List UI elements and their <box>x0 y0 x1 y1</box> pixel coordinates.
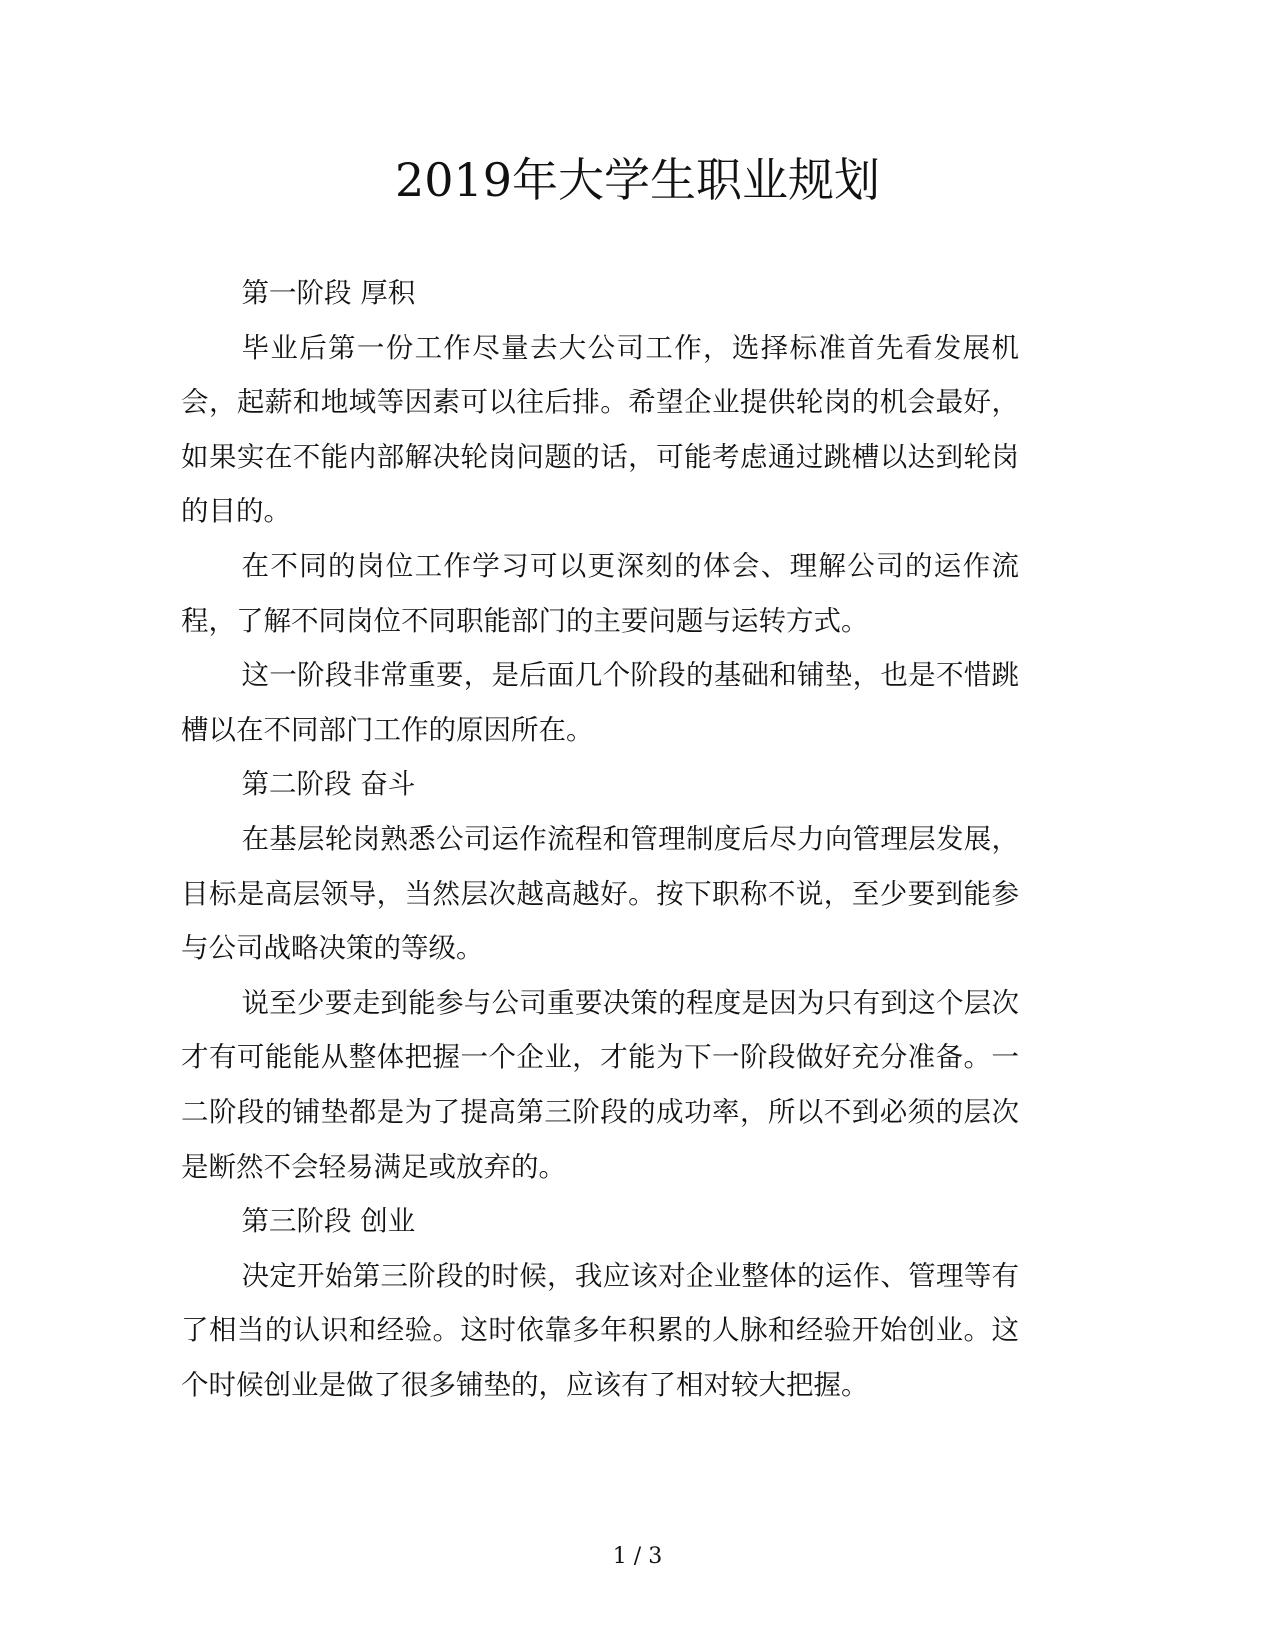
paragraph: 在基层轮岗熟悉公司运作流程和管理制度后尽力向管理层发展，目标是高层领导，当然层次越高越好。按下职称不说，至少要到能参与公司战略决策的等级。 <box>181 822 1019 965</box>
section-heading-stage-3: 第三阶段 创业 <box>241 1205 416 1238</box>
paragraph: 这一阶段非常重要，是后面几个阶段的基础和铺垫，也是不惜跳槽以在不同部门工作的原因所在。 <box>181 659 1019 746</box>
document-body <box>181 266 1019 1412</box>
paragraph: 说至少要走到能参与公司重要决策的程度是因为只有到这个层次才有可能能从整体把握一个企业，才能为下一阶段做好充分准备。一二阶段的铺垫都是为了提高第三阶段的成功率，所以不到必须的层次是断然不会轻易满足或放弃的。 <box>181 986 1019 1183</box>
paragraph: 在不同的岗位工作学习可以更深刻的体会、理解公司的运作流程，了解不同岗位不同职能部门的主要问题与运转方式。 <box>181 549 1019 637</box>
page-number: 1 / 3 <box>612 1544 663 1569</box>
paragraph: 毕业后第一份工作尽量去大公司工作，选择标准首先看发展机会，起薪和地域等因素可以往后排。希望企业提供轮岗的机会最好，如果实在不能内部解决轮岗问题的话，可能考虑通过跳槽以达到轮岗的目的。 <box>181 331 1019 528</box>
document-title: 2019年大学生职业规划 <box>394 153 881 207</box>
section-heading-stage-2: 第二阶段 奋斗 <box>241 768 416 801</box>
paragraph: 决定开始第三阶段的时候，我应该对企业整体的运作、管理等有了相当的认识和经验。这时依靠多年积累的人脉和经验开始创业。这个时候创业是做了很多铺垫的，应该有了相对较大把握。 <box>181 1259 1019 1401</box>
section-heading-stage-1: 第一阶段 厚积 <box>241 277 416 309</box>
